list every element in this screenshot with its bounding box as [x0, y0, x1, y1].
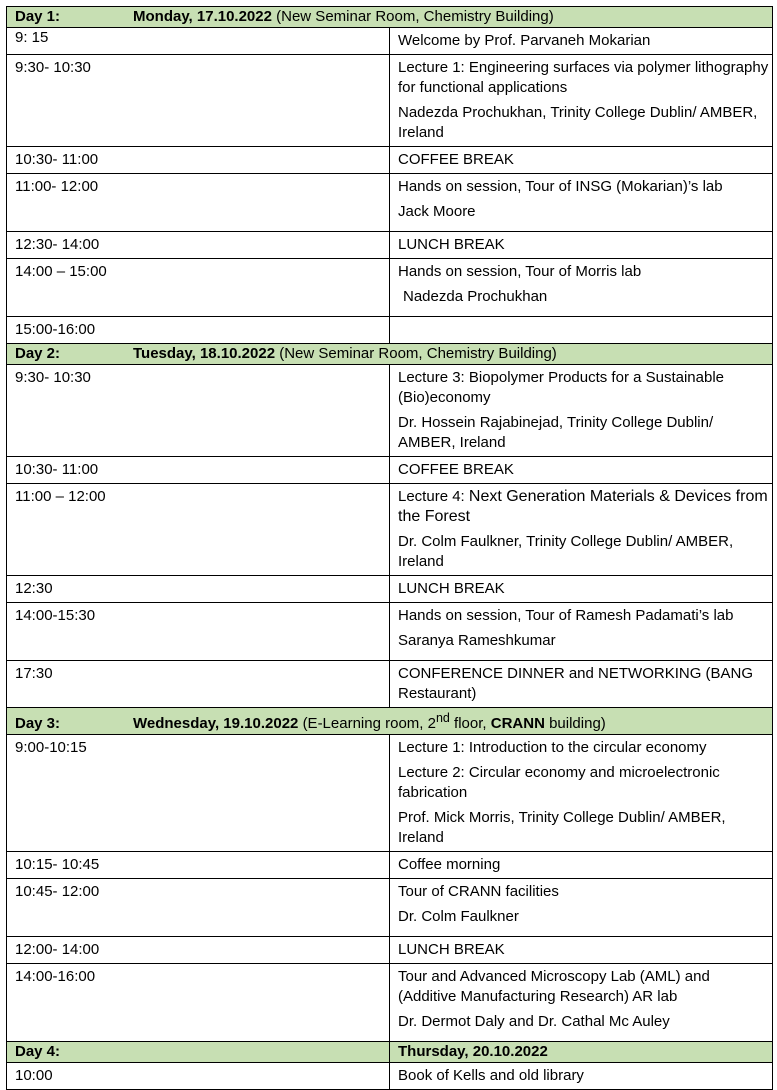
activity-text: LUNCH BREAK	[398, 580, 505, 597]
day-header-cell	[7, 7, 773, 28]
schedule-row	[7, 937, 773, 964]
activity-cell	[390, 661, 773, 708]
schedule-row	[7, 484, 773, 576]
time-cell	[7, 317, 390, 344]
time-cell	[7, 232, 390, 259]
time-text: 10:45- 12:00	[15, 883, 100, 900]
activity-cell	[390, 365, 773, 457]
day-header-3	[7, 708, 773, 735]
activity-cell	[390, 576, 773, 603]
speaker-text: Nadezda Prochukhan	[403, 288, 548, 305]
day-header-cell	[7, 708, 773, 735]
time-cell	[7, 964, 390, 1042]
time-text: 11:00 – 12:00	[15, 488, 106, 505]
activity-cell	[390, 484, 773, 576]
lecture-title: Next Generation Materials & Devices from the Forest	[398, 488, 768, 525]
activity-text: LUNCH BREAK	[398, 236, 505, 253]
schedule-row	[7, 1063, 773, 1090]
schedule-row	[7, 852, 773, 879]
speaker-text: Prof. Mick Morris, Trinity College Dublin/ AMBER, Ireland	[398, 809, 726, 846]
speaker-text: Jack Moore	[398, 203, 476, 220]
activity-cell-empty	[390, 317, 773, 344]
time-text: 9:00-10:15	[15, 739, 87, 756]
speaker-text: Dr. Hossein Rajabinejad, Trinity College Dublin/ AMBER, Ireland	[398, 414, 714, 451]
activity-cell	[390, 937, 773, 964]
day-header-cell	[390, 1042, 773, 1063]
activity-cell	[390, 55, 773, 147]
schedule-row	[7, 964, 773, 1042]
activity-text	[398, 487, 772, 527]
time-cell	[7, 457, 390, 484]
time-cell: 9: 15	[7, 28, 390, 55]
activity-text: Book of Kells and old library	[398, 1067, 584, 1084]
schedule-row	[7, 661, 773, 708]
schedule-row	[7, 735, 773, 852]
activity-text: Tour of CRANN facilities	[398, 883, 559, 900]
day-date: Thursday, 20.10.2022	[398, 1043, 548, 1060]
day-label: Day 3:	[15, 715, 61, 732]
time-text: 9:30- 10:30	[15, 369, 91, 386]
activity-text: Lecture 2: Circular economy and microelectronic fabrication	[398, 764, 720, 801]
speaker-text: Dr. Colm Faulkner, Trinity College Dublin/ AMBER, Ireland	[398, 533, 734, 570]
day-label: Day 1:	[15, 8, 61, 25]
time-cell	[7, 147, 390, 174]
time-cell	[7, 1063, 390, 1090]
time-cell	[7, 484, 390, 576]
schedule-table	[6, 6, 773, 1090]
time-cell	[7, 174, 390, 232]
time-text: 9:30- 10:30	[15, 59, 91, 76]
schedule-row	[7, 259, 773, 317]
activity-text: LUNCH BREAK	[398, 941, 505, 958]
time-text: 14:00-16:00	[15, 968, 96, 985]
time-text: 11:00- 12:00	[15, 178, 99, 195]
time-text: 10:00	[15, 1067, 53, 1084]
schedule-row	[7, 576, 773, 603]
day-venue: (New Seminar Room, Chemistry Building)	[279, 345, 557, 362]
schedule-row	[7, 28, 773, 55]
time-cell	[7, 55, 390, 147]
time-cell	[7, 937, 390, 964]
schedule-row	[7, 603, 773, 661]
time-cell	[7, 603, 390, 661]
activity-text: CONFERENCE DINNER and NETWORKING (BANG Restaurant)	[398, 665, 754, 702]
schedule-row	[7, 365, 773, 457]
venue-text: (E-Learning room, 2	[302, 715, 436, 732]
activity-cell	[390, 879, 773, 937]
schedule-row	[7, 174, 773, 232]
time-cell	[7, 661, 390, 708]
activity-text: COFFEE BREAK	[398, 461, 514, 478]
schedule-row	[7, 879, 773, 937]
activity-text: Welcome by Prof. Parvaneh Mokarian	[398, 32, 651, 49]
time-cell	[7, 879, 390, 937]
venue-building: CRANN	[490, 715, 545, 732]
time-cell	[7, 365, 390, 457]
speaker-text: Saranya Rameshkumar	[398, 632, 556, 649]
day-header-2	[7, 344, 773, 365]
time-cell	[7, 576, 390, 603]
time-text: 12:30- 14:00	[15, 236, 100, 253]
activity-cell	[390, 603, 773, 661]
day-header-4	[7, 1042, 773, 1063]
venue-text: floor,	[449, 715, 491, 732]
day-header-cell	[7, 1042, 390, 1063]
day-header-cell	[7, 344, 773, 365]
time-text: 10:15- 10:45	[15, 856, 100, 873]
activity-text: Lecture 1: Engineering surfaces via polymer lithography for functional applications	[398, 59, 769, 96]
time-cell	[7, 735, 390, 852]
activity-text: Hands on session, Tour of INSG (Mokarian)’s lab	[398, 178, 723, 195]
activity-cell	[390, 232, 773, 259]
time-text: 17:30	[15, 665, 53, 682]
activity-text: Hands on session, Tour of Morris lab	[398, 263, 642, 280]
day-venue: (New Seminar Room, Chemistry Building)	[276, 8, 554, 25]
time-text: 10:30- 11:00	[15, 461, 99, 478]
time-cell	[7, 852, 390, 879]
activity-cell	[390, 852, 773, 879]
time-text: 12:30	[15, 580, 53, 597]
activity-text: Lecture 1: Introduction to the circular economy	[398, 739, 707, 756]
activity-cell	[390, 457, 773, 484]
day-label: Day 2:	[15, 345, 61, 362]
day-date: Wednesday, 19.10.2022	[133, 715, 299, 732]
activity-text: Lecture 3: Biopolymer Products for a Sustainable (Bio)economy	[398, 369, 725, 406]
speaker-text: Dr. Dermot Daly and Dr. Cathal Mc Auley	[398, 1013, 670, 1030]
activity-text: Coffee morning	[398, 856, 501, 873]
time-text: 10:30- 11:00	[15, 151, 99, 168]
day-label: Day 4:	[15, 1043, 61, 1060]
activity-cell	[390, 964, 773, 1042]
time-text: 12:00- 14:00	[15, 941, 100, 958]
time-text: 14:00 – 15:00	[15, 263, 107, 280]
day-header-1	[7, 7, 773, 28]
venue-superscript: nd	[435, 711, 450, 725]
speaker-text: Dr. Colm Faulkner	[398, 908, 519, 925]
time-text: 14:00-15:30	[15, 607, 96, 624]
lecture-prefix: Lecture 4:	[398, 488, 469, 505]
schedule-row	[7, 457, 773, 484]
activity-cell	[390, 174, 773, 232]
schedule-row	[7, 317, 773, 344]
day-date: Monday, 17.10.2022	[133, 8, 272, 25]
activity-text: Hands on session, Tour of Ramesh Padamati’s lab	[398, 607, 734, 624]
day-date: Tuesday, 18.10.2022	[133, 345, 276, 362]
day-venue	[302, 711, 606, 732]
activity-cell	[390, 1063, 773, 1090]
venue-text: building)	[544, 715, 606, 732]
schedule-row	[7, 147, 773, 174]
time-cell	[7, 259, 390, 317]
activity-cell	[390, 28, 773, 55]
activity-text: Tour and Advanced Microscopy Lab (AML) and (Additive Manufacturing Research) AR lab	[398, 968, 710, 1005]
schedule-row	[7, 55, 773, 147]
activity-text: COFFEE BREAK	[398, 151, 514, 168]
activity-cell	[390, 147, 773, 174]
activity-cell	[390, 735, 773, 852]
time-text: 15:00-16:00	[15, 321, 96, 338]
activity-cell	[390, 259, 773, 317]
speaker-text: Nadezda Prochukhan, Trinity College Dublin/ AMBER, Ireland	[398, 104, 758, 141]
schedule-row	[7, 232, 773, 259]
